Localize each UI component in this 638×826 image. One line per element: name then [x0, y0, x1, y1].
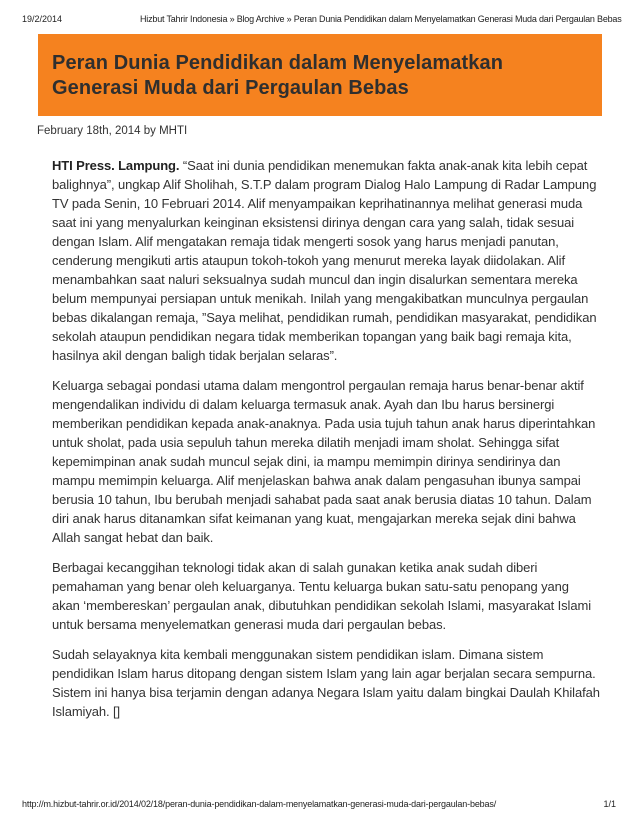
- print-date: 19/2/2014: [22, 14, 63, 24]
- article-paragraph-4: Sudah selayaknya kita kembali menggunakan sistem pendidikan islam. Dimana sistem pendidikan Islam harus ditopang dengan sistem Islam yang lain agar berjalan secara sempurna. Sistem ini hanya bisa terjamin dengan adanya Negara Islam yaitu dalam bingkai Daulah Khilafah Islamiyah. []: [52, 647, 600, 719]
- article-paragraph-2: Keluarga sebagai pondasi utama dalam mengontrol pergaulan remaja harus benar-benar aktif mengendalikan individu di dalam keluarga termasuk anak. Ayah dan Ibu harus bersinergi memberikan pendidikan kepada anak-anaknya. Pada usia tujuh tahun anak harus diperintahkan untuk sholat, pada usia sepuluh tahun mereka dilatih menjadi imam sholat. Sehingga sifat kepemimpinan anak sudah muncul sejak dini, ia mampu memimpin dirinya sendirinya dan mampu memimpin keluarga. Alif menjelaskan bahwa anak dalam pengasuhan ibunya sampai berusia 10 tahun, Ibu berubah menjadi sahabat pada saat anak berusia diatas 10 tahun. Dalam diri anak harus ditanamkan sifat keimanan yang kuat, mengajarkan mereka sejak dini bahwa Allah sangat hebat dan baik.: [52, 378, 596, 545]
- lead-text: HTI Press. Lampung.: [52, 158, 180, 173]
- article-paragraph-3: Berbagai kecanggihan teknologi tidak akan di salah gunakan ketika anak sudah diberi pemahaman yang benar oleh keluarganya. Tentu keluarga bukan satu-satu penopang yang akan ‘membereskan’ pergaulan anak, dibutuhkan pendidikan sekolah Islami, masyarakat Islami untuk bersama menyelematkan generasi muda dari pergaulan bebas.: [52, 560, 591, 632]
- post-meta: February 18th, 2014 by MHTI: [37, 125, 188, 137]
- page-number: 1/1: [603, 799, 616, 809]
- article-paragraph-1: [52, 156, 600, 365]
- title-banner: [38, 34, 602, 116]
- article-body: [52, 156, 600, 732]
- article-title: Peran Dunia Pendidikan dalam Menyelamatkan Generasi Muda dari Pergaulan Bebas: [52, 52, 504, 99]
- print-page-title: Hizbut Tahrir Indonesia » Blog Archive » Peran Dunia Pendidikan dalam Menyelamatkan Generasi Muda dari Pergaulan Bebas: [140, 14, 622, 24]
- paragraph-1-text: “Saat ini dunia pendidikan menemukan fakta anak-anak kita lebih cepat balighnya”, ungkap Alif Sholihah, S.T.P dalam program Dialog Halo Lampung di Radar Lampung TV pada Senin, 10 Februari 2014. Alif menyampaikan keprihatinannya melihat generasi muda saat ini yang menyalurkan keinginan eksistensi dirinya dengan cara yang salah, tidak sesuai dengan Islam. Alif mengatakan remaja tidak mengerti sosok yang harus menjadi panutan, cenderung mengikuti artis ataupun tokoh-tokoh yang menurut mereka layak diidolakan. Alif menambahkan saat naluri seksualnya sudah muncul dan ingin disalurkan sementara mereka belum mempunyai persiapan untuk menikah. Inilah yang mengakibatkan munculnya pergaulan bebas dikalangan remaja, ”Saya melihat, pendidikan rumah, pendidikan masyarakat, pendidikan sekolah ataupun pendidikan negara tidak memberikan topangan yang baik bagi remaja kita, hasilnya akil dengan baligh tidak berjalan selaras”.: [52, 158, 597, 363]
- print-url: http://m.hizbut-tahrir.or.id/2014/02/18/peran-dunia-pendidikan-dalam-menyelamatkan-generasi-muda-dari-pergaulan-bebas/: [22, 799, 497, 809]
